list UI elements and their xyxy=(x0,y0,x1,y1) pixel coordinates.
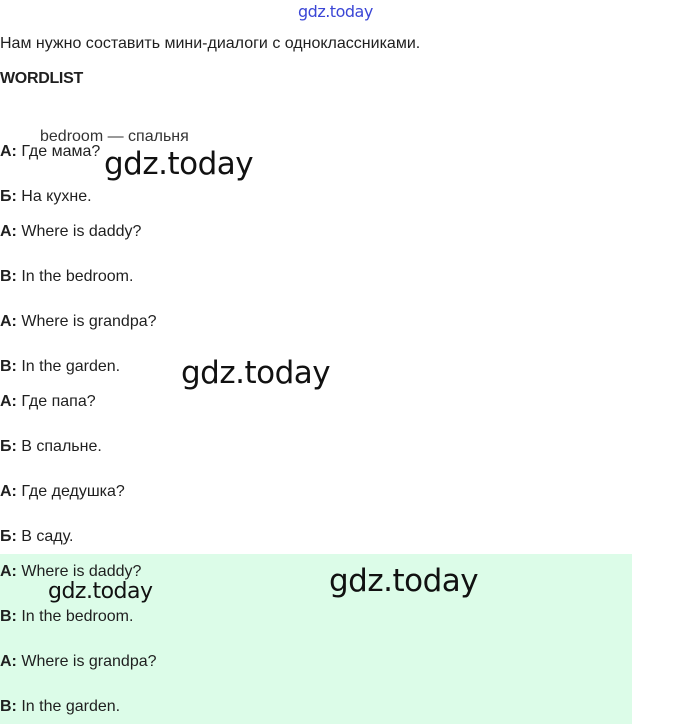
wordlist-heading: WORDLIST xyxy=(0,70,83,87)
answer-line xyxy=(0,653,157,671)
speaker-label: B: xyxy=(0,358,17,375)
watermark: gdz.today xyxy=(104,146,254,182)
speaker-label: B: xyxy=(0,268,17,285)
watermark: gdz.today xyxy=(181,355,331,391)
dialogue-line xyxy=(0,143,100,161)
line-text: Where is daddy? xyxy=(16,223,142,240)
line-text: Где папа? xyxy=(16,393,96,410)
speaker-label: B: xyxy=(0,608,17,625)
speaker-label: A: xyxy=(0,223,17,240)
line-text: In the bedroom. xyxy=(16,608,134,625)
speaker-label: А: xyxy=(0,483,17,500)
dialogue-line xyxy=(0,268,133,286)
wordlist-item-clipped: bedroom — спальня xyxy=(40,128,189,145)
answer-line xyxy=(0,608,133,626)
line-text: In the bedroom. xyxy=(16,268,134,285)
line-text: На кухне. xyxy=(16,188,92,205)
dialogue-line xyxy=(0,188,92,206)
line-text: В саду. xyxy=(16,528,74,545)
line-text: Where is grandpa? xyxy=(16,653,157,670)
line-text: В спальне. xyxy=(16,438,102,455)
dialogue-line xyxy=(0,528,73,546)
intro-text: Нам нужно составить мини-диалоги с одноклассниками. xyxy=(0,35,421,52)
speaker-label: B: xyxy=(0,698,17,715)
watermark-top: gdz.today xyxy=(298,2,373,21)
speaker-label: Б: xyxy=(0,528,17,545)
dialogue-line xyxy=(0,358,120,376)
dialogue-line xyxy=(0,438,102,456)
line-text: Where is daddy? xyxy=(16,563,142,580)
speaker-label: Б: xyxy=(0,188,17,205)
dialogue-line xyxy=(0,223,141,241)
speaker-label: A: xyxy=(0,653,17,670)
line-text: In the garden. xyxy=(16,358,121,375)
speaker-label: A: xyxy=(0,313,17,330)
dialogue-line xyxy=(0,393,96,411)
line-text: Где дедушка? xyxy=(16,483,125,500)
speaker-label: A: xyxy=(0,563,17,580)
watermark: gdz.today xyxy=(48,579,153,604)
dialogue-line xyxy=(0,313,157,331)
speaker-label: Б: xyxy=(0,438,17,455)
speaker-label: А: xyxy=(0,143,17,160)
speaker-label: А: xyxy=(0,393,17,410)
line-text: Where is grandpa? xyxy=(16,313,157,330)
answer-line xyxy=(0,698,120,716)
line-text: In the garden. xyxy=(16,698,121,715)
watermark: gdz.today xyxy=(329,563,479,599)
dialogue-line xyxy=(0,483,125,501)
line-text: Где мама? xyxy=(16,143,101,160)
